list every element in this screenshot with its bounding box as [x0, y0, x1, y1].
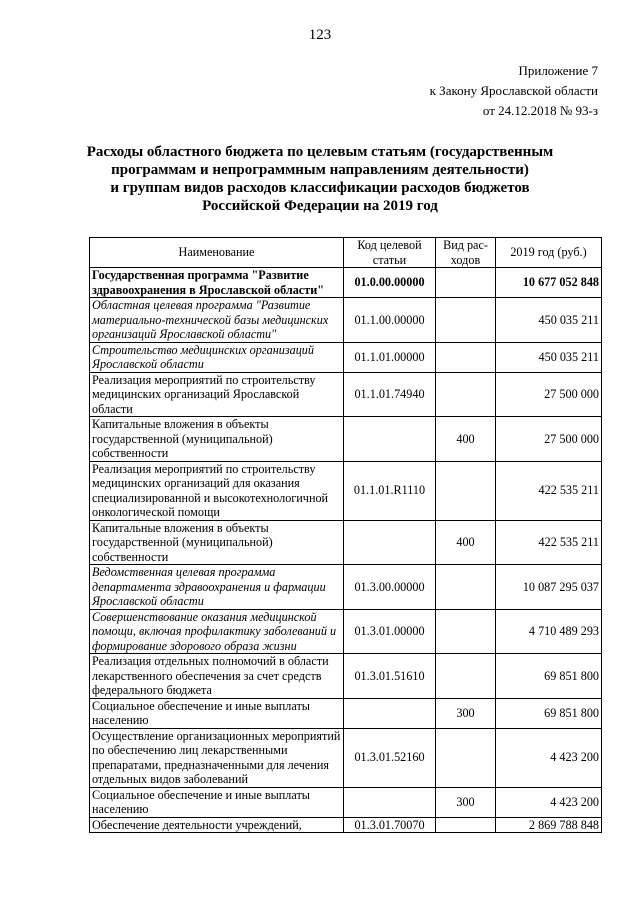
header-code: Код целевой статьи — [344, 238, 436, 268]
row-name: Реализация мероприятий по строительству медицинских организаций Ярославской области — [90, 372, 344, 417]
table-row — [90, 268, 602, 298]
title-line-2: программам и непрограммным направлениям деятельности) — [111, 162, 529, 178]
row-kind: 300 — [436, 698, 496, 728]
row-code: 01.1.01.00000 — [344, 342, 436, 372]
row-kind — [436, 654, 496, 699]
row-sum: 450 035 211 — [496, 298, 602, 343]
table-row — [90, 461, 602, 520]
document-title — [60, 143, 580, 215]
appendix-line-1: Приложение 7 — [518, 63, 598, 78]
table-row — [90, 565, 602, 610]
title-line-3: и группам видов расходов классификации расходов бюджетов — [110, 180, 530, 196]
table-row — [90, 787, 602, 817]
row-name: Осуществление организационных мероприятий по обеспечению лиц лекарственными препаратами, предназначенными для лечения отдельных видов заболеваний — [90, 728, 344, 787]
row-sum: 27 500 000 — [496, 417, 602, 462]
row-sum: 69 851 800 — [496, 698, 602, 728]
row-name: Социальное обеспечение и иные выплаты населению — [90, 787, 344, 817]
table-row — [90, 298, 602, 343]
row-name: Совершенствование оказания медицинской помощи, включая профилактику заболеваний и формирование здорового образа жизни — [90, 609, 344, 654]
row-name: Капитальные вложения в объекты государственной (муниципальной) собственности — [90, 417, 344, 462]
page-number: 123 — [308, 27, 332, 43]
row-kind — [436, 728, 496, 787]
row-code: 01.3.01.51610 — [344, 654, 436, 699]
row-sum: 4 423 200 — [496, 728, 602, 787]
row-code: 01.1.01.74940 — [344, 372, 436, 417]
row-code — [344, 698, 436, 728]
row-sum: 4 423 200 — [496, 787, 602, 817]
row-kind — [436, 817, 496, 833]
row-kind — [436, 565, 496, 610]
row-sum: 10 087 295 037 — [496, 565, 602, 610]
row-kind: 300 — [436, 787, 496, 817]
row-sum: 10 677 052 848 — [496, 268, 602, 298]
row-sum: 4 710 489 293 — [496, 609, 602, 654]
title-line-4: Российской Федерации на 2019 год — [202, 198, 438, 214]
table-row — [90, 417, 602, 462]
row-name: Обеспечение деятельности учреждений, — [90, 817, 344, 833]
row-sum: 422 535 211 — [496, 520, 602, 565]
budget-table — [89, 237, 602, 833]
row-code: 01.3.01.00000 — [344, 609, 436, 654]
row-name: Ведомственная целевая программа департамента здравоохранения и фармации Ярославской области — [90, 565, 344, 610]
row-code: 01.1.00.00000 — [344, 298, 436, 343]
row-kind — [436, 342, 496, 372]
row-code — [344, 417, 436, 462]
row-code: 01.1.01.R1110 — [344, 461, 436, 520]
row-name: Реализация мероприятий по строительству медицинских организаций для оказания специализированной и высокотехнологичной онкологической помощи — [90, 461, 344, 520]
table-header-row — [90, 238, 602, 268]
row-name: Капитальные вложения в объекты государственной (муниципальной) собственности — [90, 520, 344, 565]
row-sum: 2 869 788 848 — [496, 817, 602, 833]
row-name: Областная целевая программа "Развитие материально-технической базы медицинских организаций Ярославской области" — [90, 298, 344, 343]
header-name: Наименование — [90, 238, 344, 268]
row-code: 01.3.01.70070 — [344, 817, 436, 833]
appendix-line-3: от 24.12.2018 № 93-з — [482, 103, 598, 118]
row-kind: 400 — [436, 417, 496, 462]
title-line-1: Расходы областного бюджета по целевым статьям (государственным — [86, 144, 554, 160]
row-sum: 69 851 800 — [496, 654, 602, 699]
row-sum: 450 035 211 — [496, 342, 602, 372]
row-kind: 400 — [436, 520, 496, 565]
row-code — [344, 787, 436, 817]
table-row — [90, 342, 602, 372]
row-code — [344, 520, 436, 565]
header-sum: 2019 год (руб.) — [496, 238, 602, 268]
row-name: Реализация отдельных полномочий в области лекарственного обеспечения за счет средств федерального бюджета — [90, 654, 344, 699]
row-kind — [436, 372, 496, 417]
row-code: 01.0.00.00000 — [344, 268, 436, 298]
table-row — [90, 817, 602, 833]
row-sum: 27 500 000 — [496, 372, 602, 417]
table-row — [90, 654, 602, 699]
table-row — [90, 372, 602, 417]
appendix-reference — [430, 61, 598, 121]
row-kind — [436, 268, 496, 298]
row-name: Государственная программа "Развитие здравоохранения в Ярославской области" — [90, 268, 344, 298]
table-row — [90, 728, 602, 787]
row-name: Строительство медицинских организаций Ярославской области — [90, 342, 344, 372]
table-row — [90, 520, 602, 565]
row-kind — [436, 298, 496, 343]
table-row — [90, 609, 602, 654]
table-row — [90, 698, 602, 728]
row-code: 01.3.01.52160 — [344, 728, 436, 787]
row-kind — [436, 461, 496, 520]
row-name: Социальное обеспечение и иные выплаты населению — [90, 698, 344, 728]
row-kind — [436, 609, 496, 654]
row-code: 01.3.00.00000 — [344, 565, 436, 610]
row-sum: 422 535 211 — [496, 461, 602, 520]
appendix-line-2: к Закону Ярославской области — [429, 83, 598, 98]
header-kind: Вид рас-ходов — [436, 238, 496, 268]
